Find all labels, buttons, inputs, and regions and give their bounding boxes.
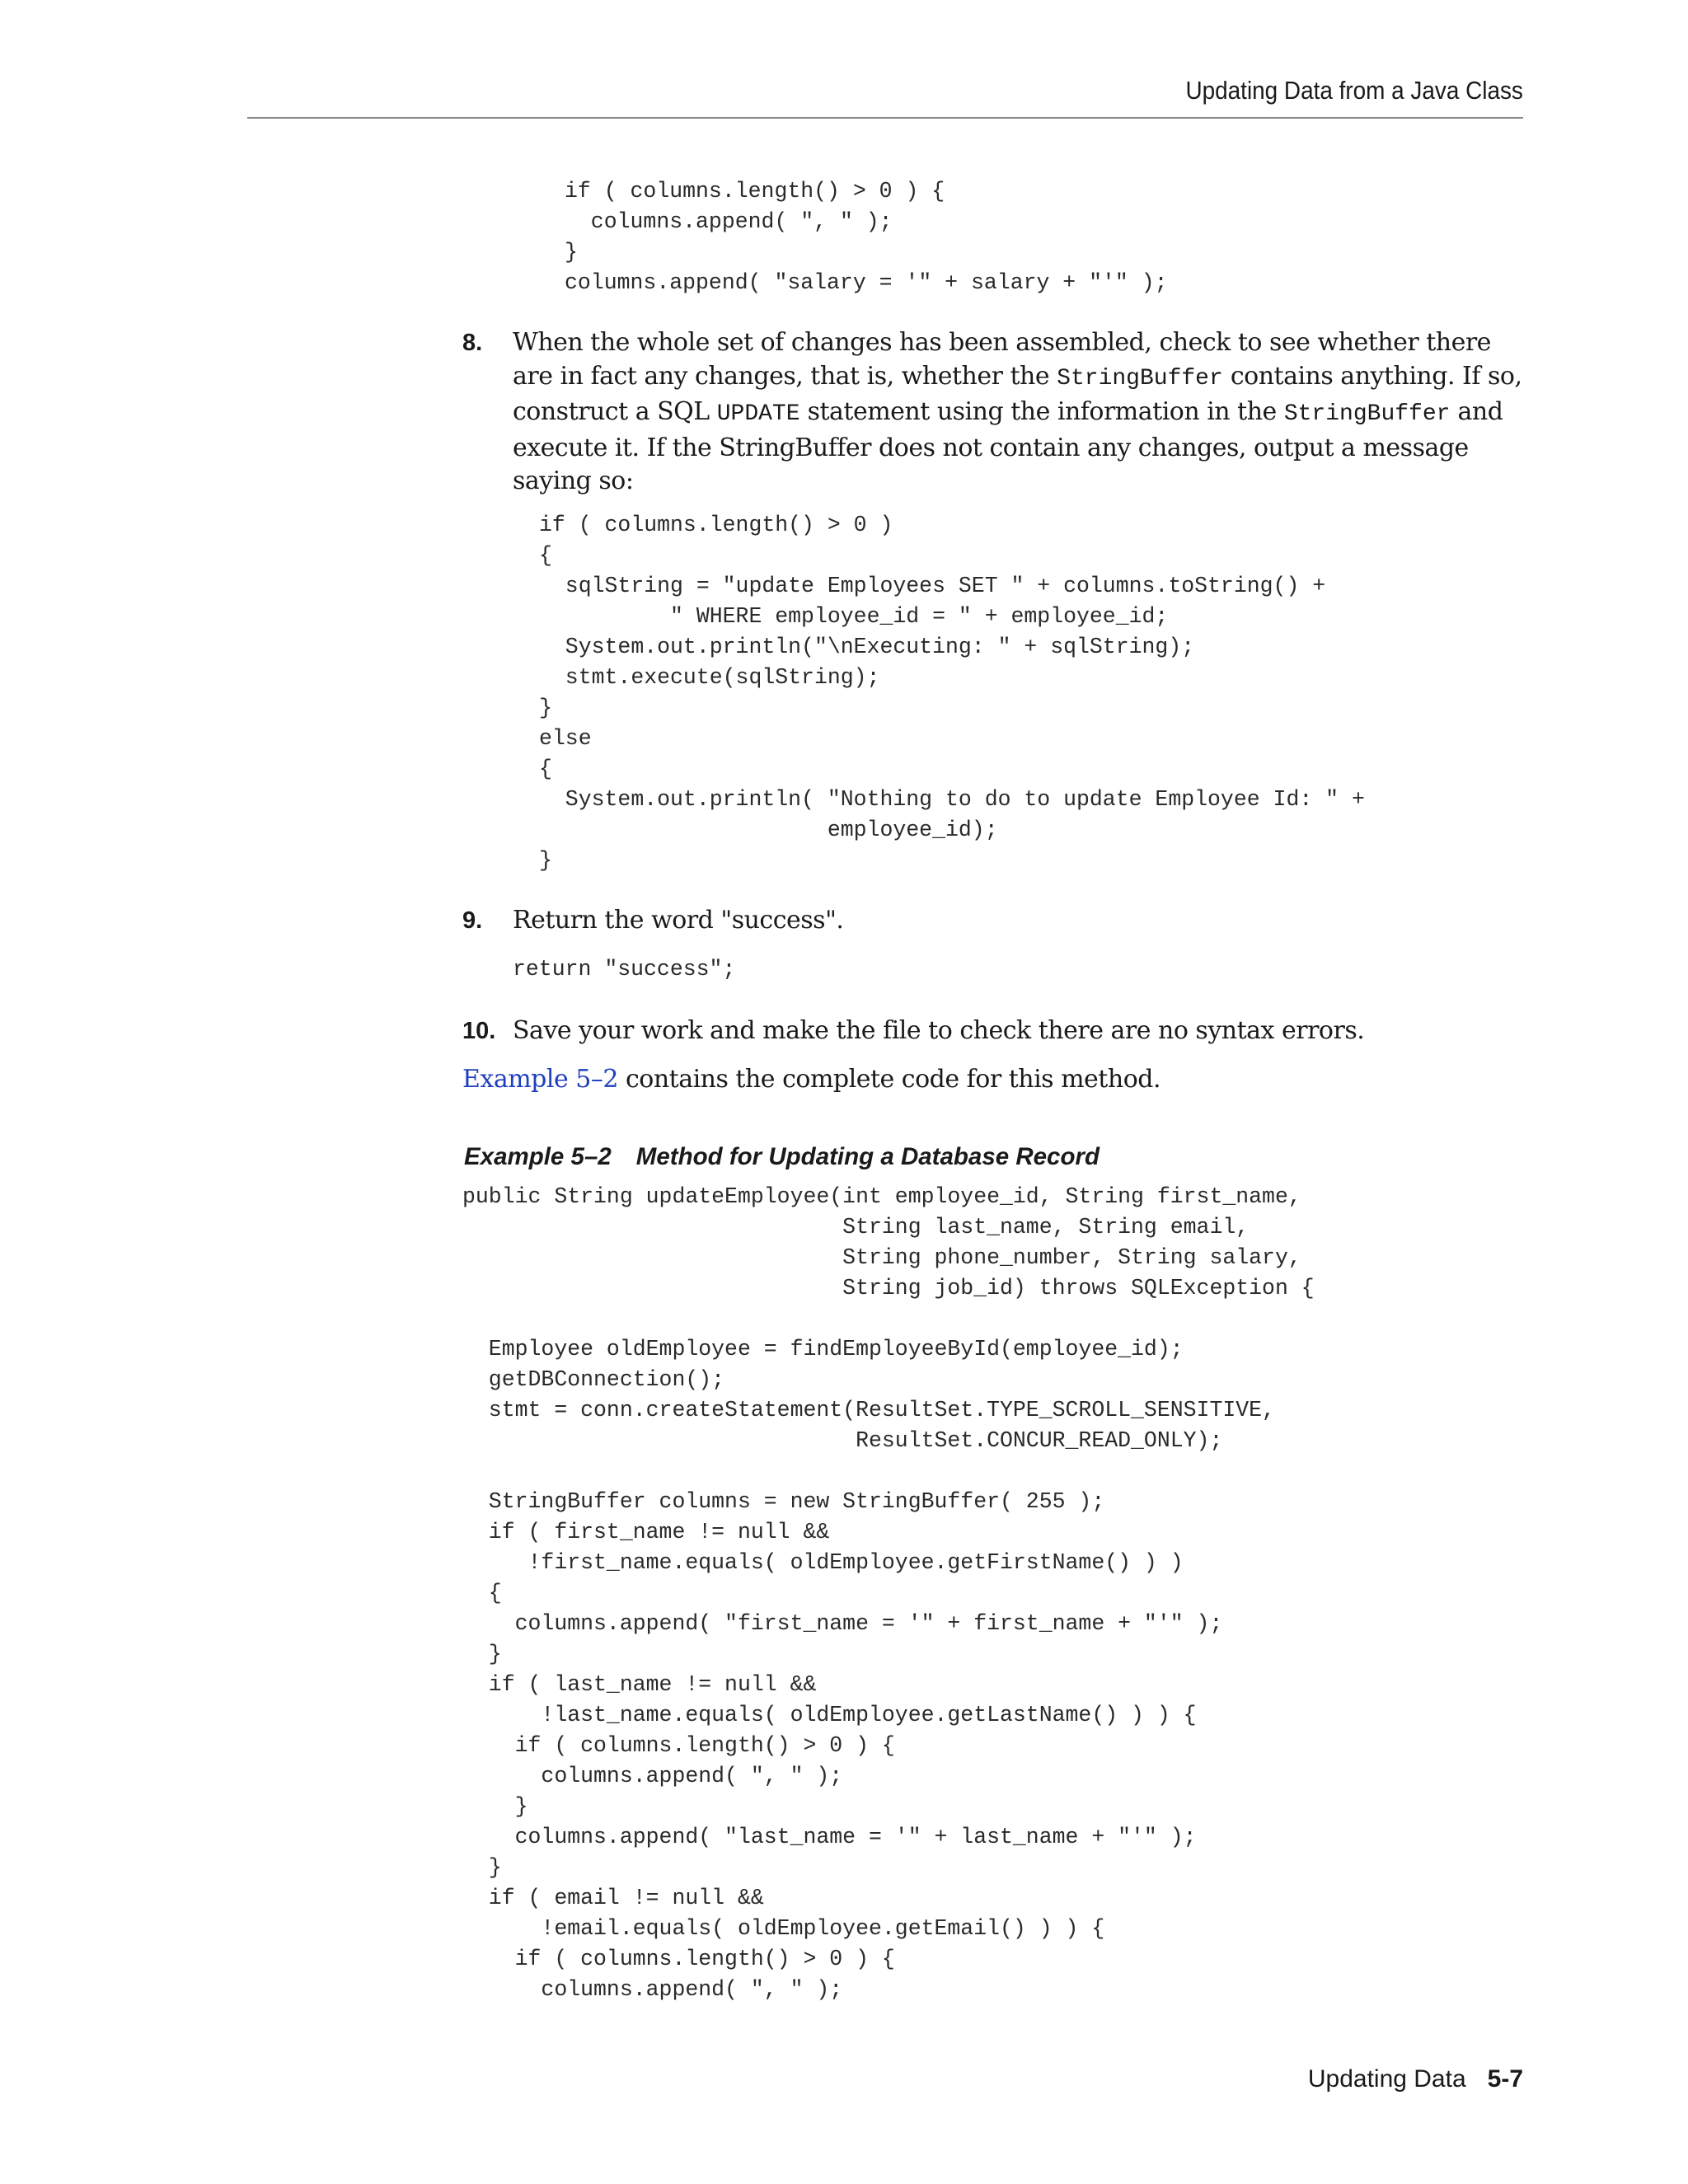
step-10-text: Save your work and make the file to check there are no syntax errors. bbox=[513, 1016, 1365, 1045]
code-block-update-employee-method: public String updateEmployee(int employee_id, String first_name, String last_name, String email, String phone_number, String salary, String job_id) throws SQLException { Employee oldEmployee = findEmployeeById(employee_id); getDBConnection(); stmt = conn.createStatement(ResultSet.TYPE_SCROLL_SENSITIVE, ResultSet.CONCUR_READ_ONLY); StringBuffer columns = new StringBuffer( 255 ); if ( first_name != null && !first_name.equals( oldEmployee.getFirstName() ) ) { columns.append( "first_name = '" + first_name + "'" ); } if ( last_name != null && !last_name.equals( oldEmployee.getLastName() ) ) { if ( columns.length() > 0 ) { columns.append( ", " ); } columns.append( "last_name = '" + last_name + "'" ); } if ( email != null && !email.equals( oldEmployee.getEmail() ) ) { if ( columns.length() > 0 ) { columns.append( ", " ); bbox=[462, 1184, 1315, 2002]
step-9-number: 9. bbox=[462, 907, 483, 934]
step-8-number: 8. bbox=[462, 330, 483, 356]
code-block-salary-append: if ( columns.length() > 0 ) { columns.append( ", " ); } columns.append( "salary = '" + salary + "'" ); bbox=[565, 179, 1168, 295]
example-reference-paragraph bbox=[462, 1063, 1160, 1096]
footer-page-number: 5-7 bbox=[1487, 2065, 1523, 2093]
running-header-title: Updating Data from a Java Class bbox=[1185, 76, 1523, 105]
step-8-text-part: statement using the information in the bbox=[799, 397, 1284, 426]
inline-code-update: UPDATE bbox=[716, 401, 800, 427]
step-8-text bbox=[513, 326, 1535, 499]
running-footer bbox=[1308, 2065, 1523, 2093]
example-caption bbox=[464, 1141, 1100, 1174]
example-label: Example 5–2 bbox=[464, 1143, 612, 1170]
inline-code-stringbuffer: StringBuffer bbox=[1283, 401, 1451, 427]
step-9-text: Return the word "success". bbox=[513, 906, 844, 935]
step-10-number: 10. bbox=[462, 1018, 496, 1044]
step-8-text-part: contains anything. If so, construct a SQL bbox=[513, 361, 1522, 426]
example-title: Method for Updating a Database Record bbox=[635, 1143, 1100, 1170]
step-8-text-part: and execute it. If the StringBuffer does not contain any changes, output a message saying so: bbox=[513, 397, 1503, 495]
code-block-return-success: return "success"; bbox=[513, 957, 736, 982]
example-reference-text: contains the complete code for this method. bbox=[617, 1065, 1160, 1094]
code-block-execute-update: if ( columns.length() > 0 ) { sqlString = "update Employees SET " + columns.toString() + " WHERE employee_id = " + employee_id; System.out.println("\nExecuting: " + sqlString); stmt.execute(sqlString); } else { System.out.println( "Nothing to do to update Employee Id: " + employee_id); } bbox=[539, 513, 1365, 873]
example-5-2-link[interactable]: Example 5–2 bbox=[462, 1065, 618, 1094]
inline-code-stringbuffer: StringBuffer bbox=[1057, 365, 1223, 391]
footer-section-title: Updating Data bbox=[1307, 2065, 1466, 2093]
step-8-text-part: When the whole set of changes has been assembled, check to see whether there are in fact any changes, that is, whether the bbox=[513, 328, 1491, 391]
running-header bbox=[247, 71, 1523, 119]
